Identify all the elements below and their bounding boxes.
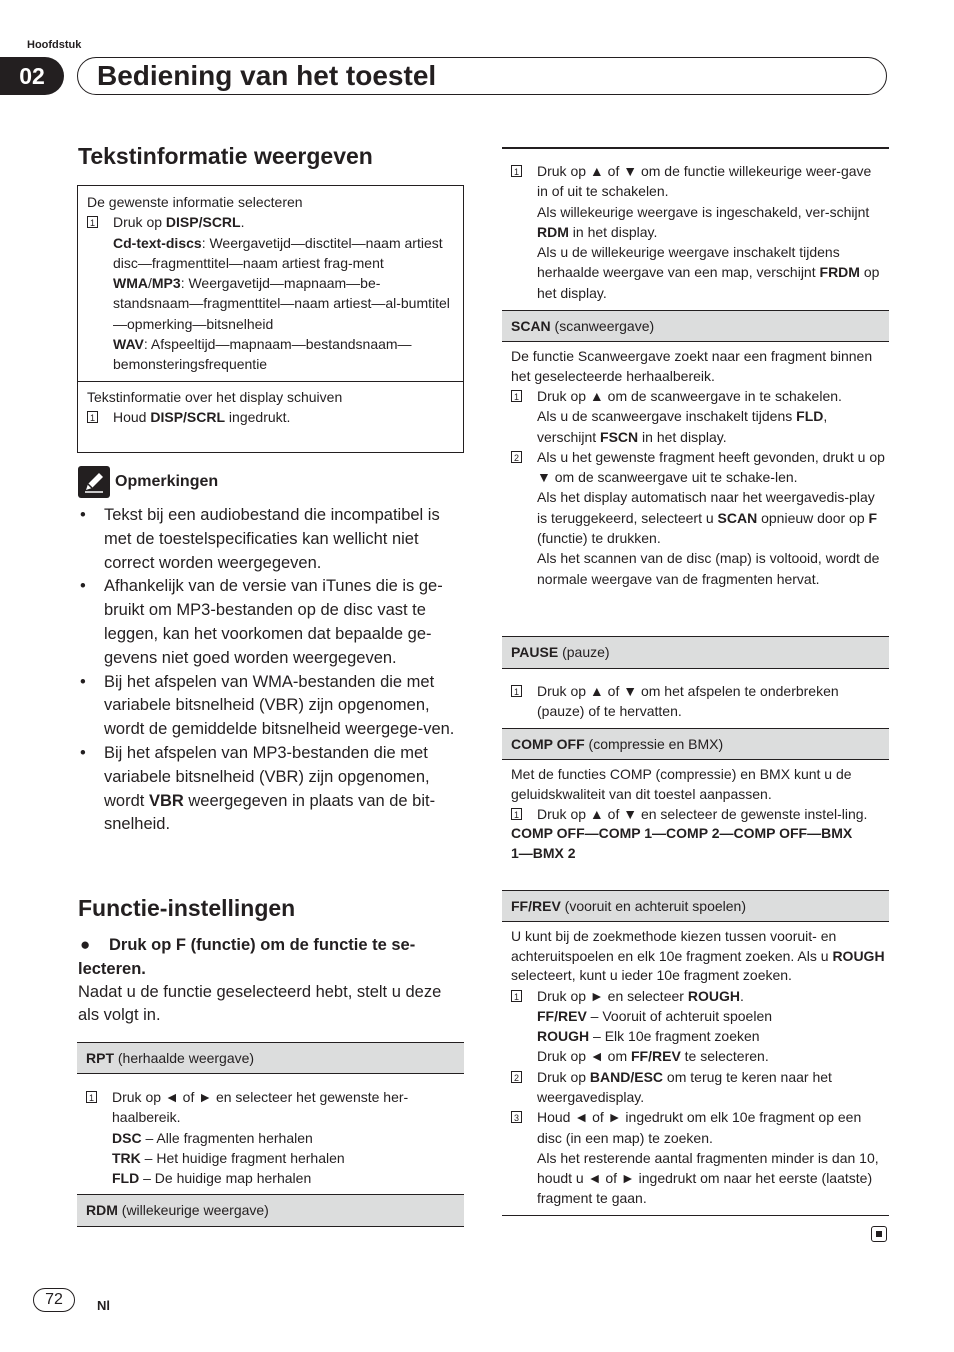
option-ffrev — [511, 1006, 885, 1026]
divider — [502, 1215, 889, 1216]
notes-title: Opmerkingen — [115, 473, 219, 490]
function-desc: (herhaalde weergave) — [114, 1050, 255, 1066]
function-key: FF/REV — [511, 898, 561, 914]
notes-header — [78, 466, 218, 498]
function-header-ffrev — [502, 890, 889, 922]
pencil-icon — [78, 466, 110, 498]
function-header-rdm — [77, 1194, 464, 1227]
instruction-text: Druk op F (functie) om de functie te se-lecteren. — [78, 936, 416, 978]
step-text: ingedrukt. — [225, 408, 291, 425]
key-name: ROUGH — [687, 987, 740, 1004]
key-name: FRDM — [819, 264, 860, 281]
option-separator: / — [148, 275, 152, 292]
scan-intro: De functie Scanweergave zoekt naar een fragment binnen het geselecteerde herhaalbereik. — [511, 348, 873, 384]
step-note — [511, 487, 885, 548]
step-note — [511, 242, 885, 303]
option-label: MP3 — [151, 275, 181, 292]
function-key: SCAN — [511, 318, 551, 334]
step-note — [511, 1046, 885, 1066]
function-desc: (pauze) — [558, 644, 610, 660]
step-text: in het display. — [568, 223, 658, 240]
step-note: Als het scannen van de disc (map) is voltooid, wordt de normale weergave van de fragmenten hervat. — [537, 550, 880, 587]
step — [511, 804, 885, 824]
step-text: Druk op ▲ of ▼ om de functie willekeurige weer-gave in of uit te schakelen. — [537, 163, 872, 200]
step-text: Druk op ◄ of ► en selecteer het gewenste her-haalbereik. — [112, 1089, 409, 1126]
key-name: RDM — [537, 223, 569, 240]
option-label: DSC — [112, 1129, 142, 1146]
step-text: Druk op ▲ om de scanweergave in te schakelen. — [537, 388, 842, 404]
step-number: 1 — [511, 808, 522, 820]
key-name: FSCN — [600, 428, 639, 445]
function-key: RDM — [86, 1202, 118, 1218]
option-text: – Vooruit of achteruit spoelen — [586, 1007, 773, 1024]
step-number: 3 — [511, 1111, 522, 1123]
step-text: . — [240, 214, 245, 231]
option-cd — [87, 233, 454, 274]
step — [87, 212, 454, 232]
divider — [502, 147, 889, 149]
key-name: F — [868, 509, 878, 526]
function-desc: (scanweergave) — [550, 318, 655, 334]
step — [87, 407, 454, 427]
intro-text: selecteert, kunt u ieder 10e fragment zoeken. — [511, 967, 792, 983]
step-text: Druk op ◄ om — [537, 1048, 631, 1065]
function-header-scan — [502, 310, 889, 342]
key-name: DISP/SCRL — [165, 214, 241, 231]
step-number: 2 — [511, 1071, 522, 1083]
key-name: ROUGH — [832, 947, 885, 964]
list-item: • Bij het afspelen van WMA-bestanden die met variabele bitsnelheid (VBR) zijn opgenomen, wordt de gemiddelde bitsnelheid weergege-ven. — [78, 671, 468, 742]
option-text: – Elk 10e fragment zoeken — [589, 1028, 760, 1045]
list-item — [78, 742, 468, 837]
rdm-body — [511, 161, 885, 303]
step-text: Druk op ▲ of ▼ om het afspelen te onderbreken (pauze) of te hervatten. — [537, 683, 839, 720]
notes-list — [78, 504, 468, 837]
option-rough — [511, 1026, 885, 1046]
option-label: TRK — [112, 1149, 141, 1166]
step-text: Houd — [113, 408, 151, 425]
option-text: : Weergavetijd—mapnaam—be-standsnaam—fragmenttitel—naam artiest—al-bumtitel—opmerking—bitsnelheid — [113, 275, 450, 332]
section-heading-function-settings: Functie-instellingen — [78, 895, 296, 921]
note-text: weergegeven in plaats van de bit-snelheid. — [104, 791, 436, 834]
function-desc: (vooruit en achteruit spoelen) — [560, 898, 746, 914]
option-fld — [86, 1168, 462, 1188]
step-text: Druk op — [113, 214, 166, 231]
step-number: 1 — [86, 1091, 97, 1103]
step-number: 1 — [87, 216, 98, 228]
step-text: , verschijnt — [537, 408, 828, 445]
section-heading-text-info: Tekstinformatie weergeven — [78, 143, 373, 169]
step — [86, 1087, 462, 1128]
step-text: Druk op — [537, 1068, 590, 1085]
list-item: • Tekst bij een audiobestand die incompatibel is met de toestelspecificaties kan wellicht niet correct worden weergegeven. — [78, 504, 468, 575]
section-label: Hoofdstuk — [27, 39, 82, 51]
key-name: DISP/SCRL — [150, 408, 226, 425]
function-key: COMP OFF — [511, 736, 585, 752]
comp-body — [511, 765, 885, 863]
bullet-icon: ● — [80, 935, 91, 954]
option-text: – Het huidige fragment herhalen — [140, 1149, 345, 1166]
rpt-body — [86, 1087, 462, 1188]
step-text: Als u het gewenste fragment heeft gevonden, drukt u op ▼ om de scanweergave uit te schake-len. — [537, 448, 885, 486]
function-header-comp — [502, 728, 889, 760]
key-name: SCAN — [717, 509, 758, 526]
step-note — [511, 406, 885, 447]
step — [511, 386, 885, 406]
step-text: Als u de scanweergave inschakelt tijdens — [537, 408, 797, 425]
option-label: FLD — [112, 1170, 140, 1187]
instruction-note: Nadat u de functie geselecteerd hebt, stelt u deze als volgt in. — [78, 983, 442, 1024]
step-text: in het display. — [638, 428, 727, 445]
chapter-title: Bediening van het toestel — [97, 60, 437, 91]
option-text: : Afspeeltijd—mapnaam—bestandsnaam—bemonsteringsfrequentie — [113, 336, 412, 373]
function-header-pause — [502, 636, 889, 669]
step-text: Druk op ▲ of ▼ en selecteer de gewenste instel-ling. — [537, 806, 868, 822]
step-number: 2 — [511, 451, 522, 463]
page-number: 72 — [33, 1288, 75, 1312]
option-text: : Weergavetijd—disctitel—naam artiest disc—fragmenttitel—naam artiest frag-ment — [113, 234, 443, 271]
option-label: ROUGH — [537, 1028, 590, 1045]
step-note — [511, 202, 885, 243]
step-text: . — [739, 987, 744, 1004]
step-text: op het display. — [537, 264, 880, 301]
box-subheading: De gewenste informatie selecteren — [87, 194, 303, 210]
step-text: Als willekeurige weergave is ingeschakeld, ver-schijnt — [537, 203, 870, 220]
ffrev-intro — [511, 927, 885, 986]
comp-intro: Met de functies COMP (compressie) en BMX kunt u de geluidskwaliteit van dit toestel aanpassen. — [511, 766, 852, 802]
instruction-bold — [78, 933, 466, 981]
option-wma — [87, 273, 454, 334]
scan-body — [511, 347, 885, 589]
ffrev-body — [511, 927, 885, 1209]
function-key: PAUSE — [511, 644, 559, 660]
step-text: opnieuw door op — [757, 509, 869, 526]
function-key: RPT — [86, 1050, 114, 1066]
step-text: Houd ◄ of ► ingedrukt om elk 10e fragment op een disc (in een map) te zoeken. — [537, 1109, 862, 1146]
step-text: Druk op ► en selecteer — [537, 987, 688, 1004]
step-number: 1 — [87, 411, 98, 423]
step-number: 1 — [511, 390, 522, 402]
step — [511, 986, 885, 1006]
step-note: Als het resterende aantal fragmenten minder is dan 10, houdt u ◄ of ► ingedrukt om naar het eerste (laatste) fragment te gaan. — [537, 1149, 879, 1207]
step — [511, 1107, 885, 1148]
step — [511, 681, 885, 722]
end-of-section-icon — [871, 1226, 887, 1242]
box-subheading: Tekstinformatie over het display schuiven — [87, 388, 343, 405]
option-text: – De huidige map herhalen — [139, 1170, 312, 1187]
step — [511, 161, 885, 202]
option-text: – Alle fragmenten herhalen — [141, 1129, 313, 1146]
step-text: (functie) te drukken. — [537, 530, 661, 547]
key-name: FF/REV — [631, 1048, 681, 1065]
list-item: • Afhankelijk van de versie van iTunes die is ge-bruikt om MP3-bestanden op de disc vast te leggen, kan het voorkomen dat bepaalde ge-gevens niet goed worden weergegeven. — [78, 575, 468, 670]
step-text: Als u de willekeurige weergave inschakelt tijdens herhaalde weergave van een map, verschijnt — [537, 244, 840, 281]
step-text: om terug te keren naar het weergavedisplay. — [537, 1068, 832, 1105]
option-trk — [86, 1148, 462, 1168]
step-number: 1 — [511, 990, 522, 1002]
step — [511, 447, 885, 488]
function-desc: (willekeurige weergave) — [117, 1202, 269, 1218]
step-text: te selecteren. — [680, 1048, 769, 1065]
step-text: Als het display automatisch naar het weergavedis-play is teruggekeerd, selecteert u — [537, 489, 875, 526]
option-label: WMA — [113, 275, 148, 292]
step-number: 1 — [511, 165, 522, 177]
function-desc: (compressie en BMX) — [584, 736, 724, 752]
chapter-number: 02 — [0, 57, 64, 95]
key-name: VBR — [148, 791, 184, 810]
option-label: WAV — [113, 336, 144, 353]
option-wav — [87, 334, 454, 381]
pause-body — [511, 681, 885, 722]
note-text: Bij het afspelen van MP3-bestanden die met variabele bitsnelheid (VBR) zijn opgenomen, wordt — [104, 743, 430, 810]
option-dsc — [86, 1128, 462, 1148]
text-info-box — [77, 185, 464, 453]
option-label: Cd-text-discs — [113, 234, 202, 251]
step — [511, 1067, 885, 1108]
key-name: BAND/ESC — [589, 1068, 664, 1085]
comp-cycle: COMP OFF—COMP 1—COMP 2—COMP OFF—BMX 1—BMX 2 — [511, 825, 853, 861]
option-label: FF/REV — [537, 1007, 587, 1024]
intro-text: U kunt bij de zoekmethode kiezen tussen vooruit- en achteruitspoelen en elk 10e fragment zoeken. Als u — [511, 928, 837, 964]
step-number: 1 — [511, 685, 522, 697]
language-code: Nl — [97, 1298, 110, 1313]
function-header-rpt — [77, 1042, 464, 1074]
key-name: FLD — [796, 408, 824, 425]
